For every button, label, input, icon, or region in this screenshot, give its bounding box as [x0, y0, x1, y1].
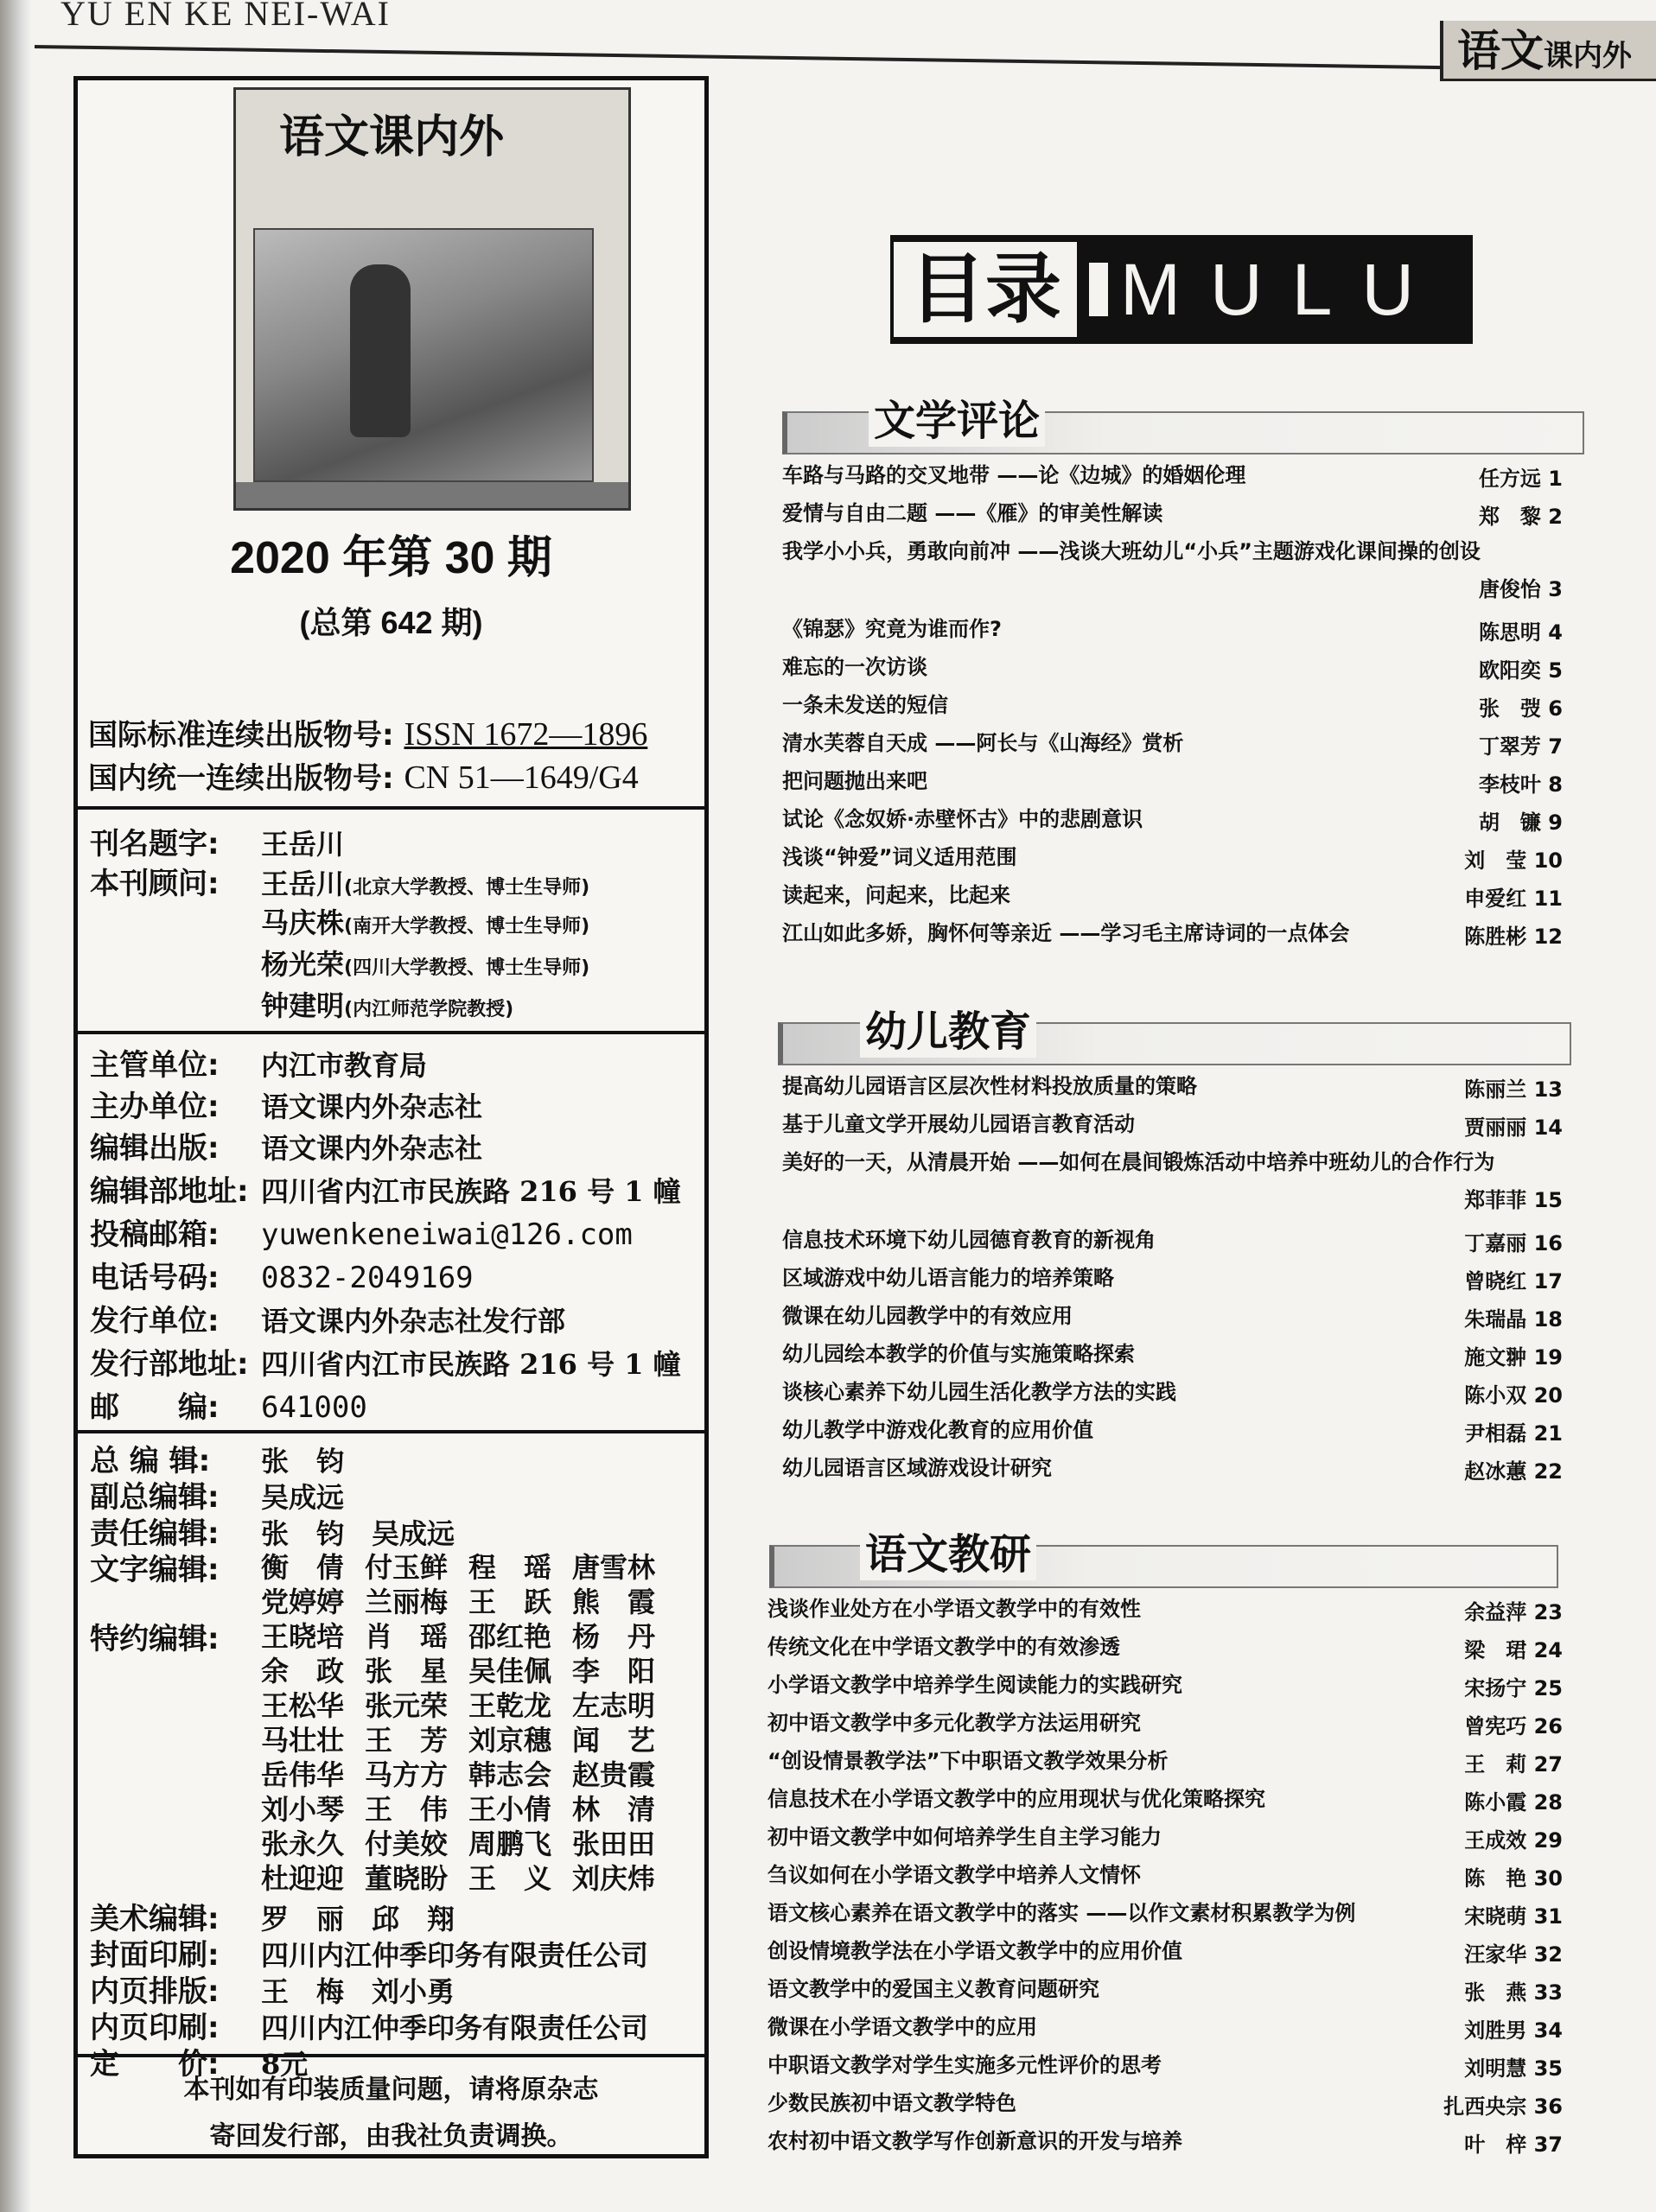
toc-entry-title[interactable]: 语文核心素养在语文教学中的落实 ——以作文素材积累教学为例 — [767, 1901, 1356, 1925]
editor-label: 封面印刷: — [90, 1938, 220, 1973]
special-editors-row: 刘小琴 王 伟 王小倩 林 清 — [261, 1793, 656, 1826]
editor-value: 张 钧 吴成远 — [261, 1517, 455, 1550]
toc-entry-title[interactable]: 微课在幼儿园教学中的有效应用 — [782, 1304, 1073, 1328]
toc-entry-title[interactable]: 语文教学中的爱国主义教育问题研究 — [767, 1977, 1099, 2001]
toc-entry-title[interactable]: 农村初中语文教学写作创新意识的开发与培养 — [767, 2129, 1182, 2153]
issn-value: ISSN 1672—1896 — [404, 716, 648, 753]
toc-entry-title[interactable]: 少数民族初中语文教学特色 — [767, 2091, 1016, 2115]
advisor-name: 杨光荣 — [261, 948, 345, 981]
editor-row — [90, 1546, 261, 1588]
toc-entry-author-page: 刘胜男 34 — [1464, 2018, 1563, 2043]
toc-entry-title[interactable]: 我学小小兵，勇敢向前冲 ——浅谈大班幼儿“小兵”主题游戏化课间操的创设 — [782, 539, 1481, 563]
toc-entry-title[interactable]: 把问题抛出来吧 — [782, 769, 927, 793]
toc-entry-author-page: 赵冰蕙 22 — [1464, 1459, 1563, 1484]
info-label: 发行单位: — [90, 1304, 220, 1338]
issue-number: 2020 年第 30 期 — [230, 533, 552, 583]
toc-entry-author-page: 陈胜彬 12 — [1464, 925, 1563, 949]
cover-title: 语文课内外 — [279, 111, 505, 163]
toc-entry-author-page: 王 莉 27 — [1464, 1752, 1563, 1777]
info-row — [90, 1167, 681, 1210]
toc-entry-author-page: 陈丽兰 13 — [1464, 1077, 1563, 1102]
editor-value: 罗 丽 邱 翔 — [261, 1903, 455, 1936]
toc-entry-author-page: 陈小双 20 — [1464, 1383, 1563, 1408]
info-row — [90, 1041, 427, 1084]
editor-value: 四川内江仲季印务有限责任公司 — [261, 2012, 649, 2044]
toc-heading-block — [1089, 263, 1108, 316]
divider — [78, 1430, 704, 1433]
scan-edge — [0, 0, 31, 2212]
divider — [78, 806, 704, 810]
toc-heading-cn: 目录 — [894, 242, 1077, 337]
toc-entry-author-page: 叶 梓 37 — [1464, 2133, 1563, 2157]
toc-entry-title[interactable]: 美好的一天，从清晨开始 ——如何在晨间锻炼活动中培养中班幼儿的合作行为 — [782, 1150, 1495, 1174]
toc-entry-author-page: 陈小霞 28 — [1464, 1790, 1563, 1815]
toc-entry-title[interactable]: 江山如此多娇，胸怀何等亲近 ——学习毛主席诗词的一点体会 — [782, 921, 1350, 945]
editor-value: 王 梅 刘小勇 — [261, 1975, 455, 2008]
toc-entry-author-page: 张 燕 33 — [1464, 1980, 1563, 2005]
toc-entry-title[interactable]: 幼儿园绘本教学的价值与实施策略探索 — [782, 1342, 1135, 1366]
cn-label: 国内统一连续出版物号: — [88, 761, 394, 796]
info-value: 语文课内外杂志社 — [261, 1090, 483, 1123]
issn-line — [88, 711, 647, 753]
toc-entry-author-page: 余益萍 23 — [1464, 1600, 1563, 1624]
calligraphy-value: 王岳川 — [261, 828, 345, 861]
toc-entry-title[interactable]: 谈核心素养下幼儿园生活化教学方法的实践 — [782, 1380, 1176, 1404]
price-value: 8元 — [261, 2048, 309, 2081]
info-label: 电话号码: — [90, 1261, 220, 1295]
notice-line: 本刊如有印装质量问题，请将原杂志 — [183, 2075, 599, 2105]
section-title: 幼儿教育 — [860, 998, 1036, 1058]
cover-photo — [253, 228, 594, 482]
toc-entry-title[interactable]: 幼儿教学中游戏化教育的应用价值 — [782, 1418, 1093, 1442]
special-editors-row: 王松华 张元荣 王乾龙 左志明 — [261, 1689, 656, 1722]
toc-entry-title[interactable]: 浅谈“钟爱”词义适用范围 — [782, 845, 1017, 869]
info-label: 编辑出版: — [90, 1131, 220, 1166]
info-row — [90, 1211, 633, 1253]
editor-value: 四川内江仲季印务有限责任公司 — [261, 1939, 649, 1972]
editor-label: 内页排版: — [90, 1974, 220, 2009]
toc-entry-author-page: 宋晓萌 31 — [1464, 1904, 1563, 1929]
toc-entry-title[interactable]: 清水芙蓉自天成 ——阿长与《山海经》赏析 — [782, 731, 1184, 755]
editor-row — [90, 1615, 261, 1657]
calligraphy-label: 刊名题字: — [90, 827, 220, 861]
divider — [78, 1031, 704, 1034]
info-row — [90, 1124, 482, 1166]
editor-label: 文字编辑: — [90, 1553, 220, 1587]
notice-line: 寄回发行部，由我社负责调换。 — [209, 2121, 573, 2152]
advisor-row — [90, 984, 513, 1024]
info-value: 内江市教育局 — [261, 1049, 428, 1082]
toc-entry-title[interactable]: 浅谈作业处方在小学语文教学中的有效性 — [767, 1597, 1141, 1621]
advisor-note: (四川大学教授、博士生导师) — [344, 957, 590, 979]
text-editors-row: 衡 倩 付玉鲜 程 瑶 唐雪林 — [261, 1551, 656, 1584]
editor-value: 张 钧 — [261, 1445, 345, 1478]
toc-entry-author-page: 曾晓红 17 — [1464, 1269, 1563, 1294]
info-label: 主管单位: — [90, 1048, 220, 1083]
toc-entry-title[interactable]: 一条未发送的短信 — [782, 693, 948, 717]
toc-entry-title[interactable]: 信息技术在小学语文教学中的应用现状与优化策略探究 — [767, 1787, 1265, 1811]
info-label: 编辑部地址: — [90, 1174, 249, 1209]
toc-entry-title[interactable]: 初中语文教学中多元化教学方法运用研究 — [767, 1711, 1141, 1735]
toc-entry-title[interactable]: 初中语文教学中如何培养学生自主学习能力 — [767, 1825, 1162, 1849]
special-editors-row: 王晓培 肖 瑶 邵红艳 杨 丹 — [261, 1620, 656, 1653]
logo-big: 语文 — [1457, 25, 1544, 76]
special-editors-row: 余 政 张 星 吴佳佩 李 阳 — [261, 1655, 656, 1688]
advisor-name: 马庆株 — [261, 906, 345, 939]
toc-entry-title[interactable]: 车路与马路的交叉地带 ——论《边城》的婚姻伦理 — [782, 463, 1246, 487]
special-editors-row: 马壮壮 王 芳 刘京穗 闻 艺 — [261, 1724, 656, 1757]
toc-entry-author-page: 丁翠芳 7 — [1478, 734, 1563, 759]
magazine-logo — [1440, 21, 1656, 81]
toc-entry-author-page: 汪家华 32 — [1464, 1942, 1563, 1967]
toc-entry-title[interactable]: 基于儿童文学开展幼儿园语言教育活动 — [782, 1112, 1135, 1136]
toc-entry-title[interactable]: 区域游戏中幼儿语言能力的培养策略 — [782, 1266, 1114, 1290]
section-title: 语文教研 — [860, 1521, 1036, 1580]
advisor-name: 钟建明 — [261, 989, 345, 1022]
toc-entry-author-page: 张 弢 6 — [1478, 696, 1563, 721]
advisor-row — [90, 943, 589, 982]
toc-entry-author-page: 刘 莹 10 — [1464, 849, 1563, 873]
toc-heading — [890, 235, 1473, 344]
editor-label: 美术编辑: — [90, 1902, 220, 1936]
header-rule — [35, 45, 1443, 69]
toc-entry-title[interactable]: 读起来，问起来，比起来 — [782, 883, 1010, 907]
toc-entry-title[interactable]: 刍议如何在小学语文教学中培养人文情怀 — [767, 1863, 1141, 1887]
advisor-note: (北京大学教授、博士生导师) — [344, 877, 590, 899]
issn-label: 国际标准连续出版物号: — [88, 718, 394, 753]
toc-entry-title[interactable]: 《锦瑟》究竟为谁而作? — [782, 617, 1002, 641]
info-value: 语文课内外杂志社 — [261, 1132, 483, 1165]
advisor-note: (南开大学教授、博士生导师) — [344, 916, 590, 938]
calligraphy-row — [90, 820, 344, 862]
toc-entry-author-page: 郑菲菲 15 — [1464, 1188, 1563, 1212]
toc-entry-author-page: 贾丽丽 14 — [1464, 1116, 1563, 1140]
editor-label: 总 编 辑: — [90, 1444, 211, 1478]
toc-entry-author-page: 丁嘉丽 16 — [1464, 1231, 1563, 1255]
masthead-box — [73, 76, 709, 2158]
editor-label: 责任编辑: — [90, 1516, 220, 1551]
toc-entry-author-page: 陈 艳 30 — [1464, 1866, 1563, 1891]
toc-entry-author-page: 郑 黎 2 — [1478, 505, 1563, 529]
toc-entry-author-page: 李枝叶 8 — [1478, 772, 1563, 797]
special-editors-row: 岳伟华 马方方 韩志会 赵贵霞 — [261, 1758, 656, 1791]
toc-entry-title[interactable]: 幼儿园语言区域游戏设计研究 — [782, 1456, 1052, 1480]
toc-entry-title[interactable]: 信息技术环境下幼儿园德育教育的新视角 — [782, 1228, 1156, 1252]
toc-entry-author-page: 尹相磊 21 — [1464, 1421, 1563, 1446]
toc-entry-author-page: 王成效 29 — [1464, 1828, 1563, 1853]
text-editors-row: 党婷婷 兰丽梅 王 跃 熊 霞 — [261, 1586, 656, 1618]
phone-value: 0832-2049169 — [261, 1261, 474, 1295]
editor-label: 特约编辑: — [90, 1622, 220, 1656]
cn-value: CN 51—1649/G4 — [404, 760, 639, 796]
toc-entry-title[interactable]: 爱情与自由二题 ——《雁》的审美性解读 — [782, 501, 1163, 525]
cover-person — [350, 264, 411, 437]
toc-entry-author-page: 扎西央宗 36 — [1443, 2094, 1563, 2119]
advisor-row — [90, 860, 589, 902]
toc-entry-author-page: 唐俊怡 3 — [1478, 577, 1563, 601]
toc-entry-title[interactable]: 中职语文教学对学生实施多元性评价的思考 — [767, 2053, 1162, 2077]
toc-entry-author-page: 胡 镰 9 — [1478, 810, 1563, 835]
email-value[interactable]: yuwenkeneiwai@126.com — [261, 1217, 633, 1252]
toc-entry-author-page: 朱瑞晶 18 — [1464, 1307, 1563, 1332]
toc-entry-author-page: 陈思明 4 — [1478, 620, 1563, 645]
info-row — [90, 1383, 367, 1426]
toc-entry-title[interactable]: 传统文化在中学语文教学中的有效渗透 — [767, 1635, 1120, 1659]
advisor-note: (内江师范学院教授) — [344, 999, 514, 1020]
advisor-row — [90, 901, 589, 941]
cover-band — [236, 482, 628, 508]
toc-entry-title[interactable]: 提高幼儿园语言区层次性材料投放质量的策略 — [782, 1074, 1197, 1098]
info-label: 邮 编: — [90, 1390, 220, 1425]
running-head: YU EN KE NEI-WAI — [61, 0, 391, 33]
toc-heading-en: MULU — [1120, 248, 1444, 330]
toc-entry-author-page: 施文翀 19 — [1464, 1345, 1563, 1370]
toc-entry-title[interactable]: “创设情景教学法”下中职语文教学效果分析 — [767, 1749, 1169, 1773]
cover-thumbnail — [233, 87, 631, 511]
cn-line — [88, 754, 639, 797]
info-row — [90, 1083, 482, 1125]
info-row — [90, 1254, 474, 1296]
advisor-name: 王岳川 — [261, 868, 345, 900]
toc-entry-title[interactable]: 试论《念奴娇·赤壁怀古》中的悲剧意识 — [782, 807, 1143, 831]
toc-entry-author-page: 欧阳奕 5 — [1478, 658, 1563, 683]
editor-label: 定 价: — [90, 2047, 220, 2082]
editor-label: 副总编辑: — [90, 1480, 220, 1515]
toc-entry-author-page: 任方远 1 — [1478, 467, 1563, 491]
info-row — [90, 1297, 565, 1339]
editor-value: 吴成远 — [261, 1481, 345, 1514]
toc-entry-title[interactable]: 微课在小学语文教学中的应用 — [767, 2015, 1037, 2039]
editor-label: 内页印刷: — [90, 2011, 220, 2045]
total-issue: (总第 642 期) — [299, 605, 483, 640]
info-value: 语文课内外杂志社发行部 — [261, 1305, 566, 1338]
quality-notice — [78, 2054, 704, 2154]
advisor-label: 本刊顾问: — [90, 867, 220, 901]
info-label: 发行部地址: — [90, 1347, 249, 1382]
info-row — [90, 1340, 681, 1382]
info-label: 投稿邮箱: — [90, 1217, 220, 1252]
info-label: 主办单位: — [90, 1090, 220, 1124]
toc-entry-author-page: 申爱红 11 — [1464, 887, 1563, 911]
toc-entry-title[interactable]: 创设情境教学法在小学语文教学中的应用价值 — [767, 1939, 1182, 1963]
toc-entry-author-page: 曾宪巧 26 — [1464, 1714, 1563, 1738]
toc-entry-author-page: 宋扬宁 25 — [1464, 1676, 1563, 1700]
special-editors-row: 张永久 付美姣 周鹏飞 张田田 — [261, 1827, 656, 1860]
postcode-value: 641000 — [261, 1390, 367, 1425]
toc-entry-author-page: 梁 珺 24 — [1464, 1638, 1563, 1662]
toc-entry-author-page: 刘明慧 35 — [1464, 2056, 1563, 2081]
toc-entry-title[interactable]: 难忘的一次访谈 — [782, 655, 927, 679]
section-title: 文学评论 — [869, 387, 1045, 447]
logo-small: 课内外 — [1544, 39, 1632, 73]
info-value: 四川省内江市民族路 216 号 1 幢 — [261, 1175, 681, 1208]
special-editors-row: 杜迎迎 董晓盼 王 义 刘庆炜 — [261, 1862, 656, 1895]
toc-entry-title[interactable]: 小学语文教学中培养学生阅读能力的实践研究 — [767, 1673, 1182, 1697]
info-value: 四川省内江市民族路 216 号 1 幢 — [261, 1348, 681, 1381]
